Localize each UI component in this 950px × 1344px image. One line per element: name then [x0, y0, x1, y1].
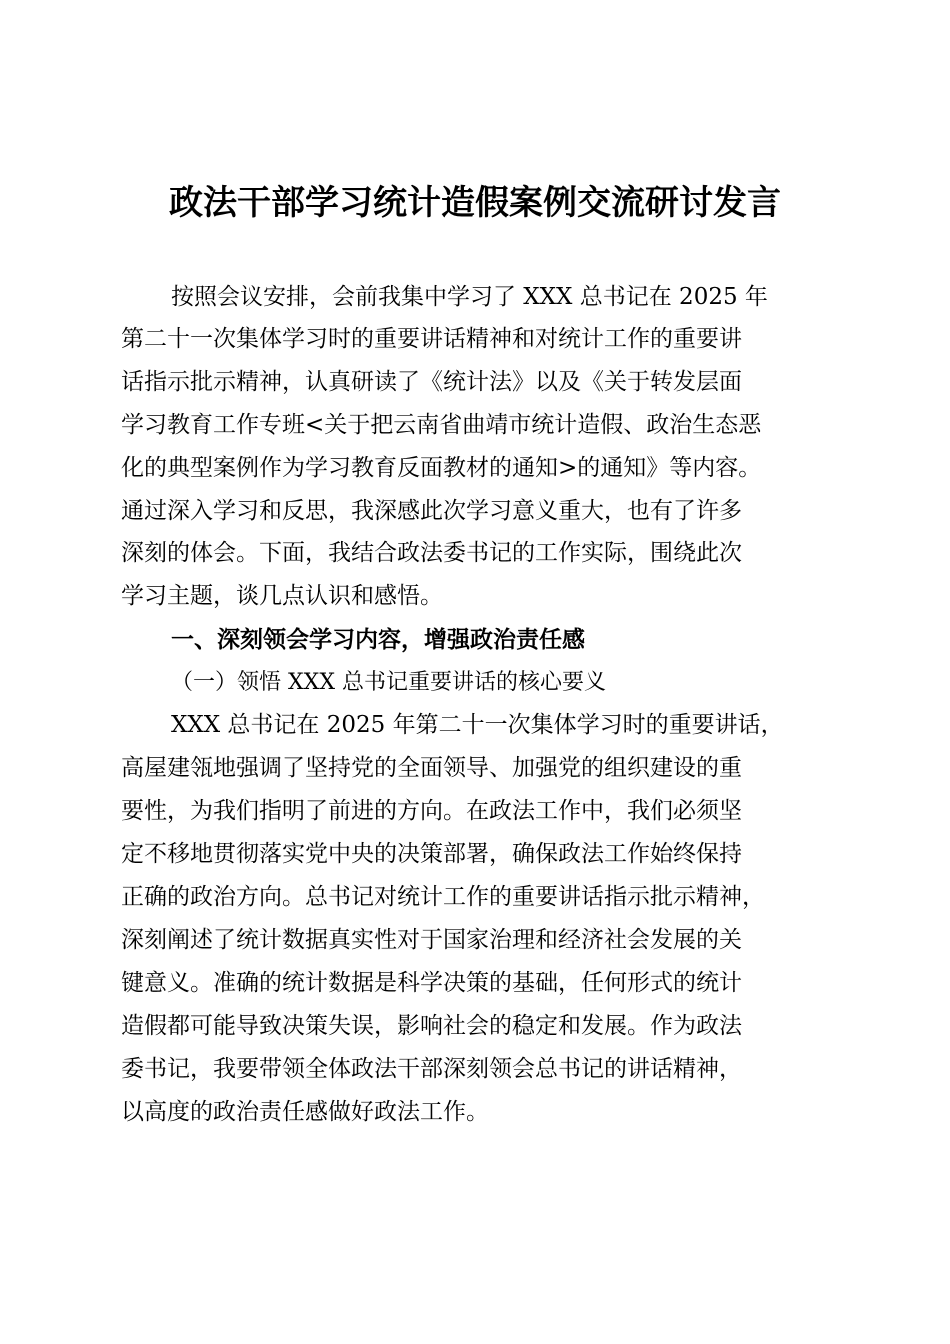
intro-line: 化的典型案例作为学习教育反面教材的通知>的通知》等内容。	[121, 455, 762, 481]
body-line: 委书记，我要带领全体政法干部深刻领会总书记的讲话精神，	[121, 1056, 742, 1082]
body-line: 要性，为我们指明了前进的方向。在政法工作中，我们必须坚	[121, 798, 742, 824]
body-line: 正确的政治方向。总书记对统计工作的重要讲话指示批示精神，	[121, 884, 765, 910]
body-line: XXX 总书记在 2025 年第二十一次集体学习时的重要讲话，	[171, 712, 784, 738]
intro-line: 通过深入学习和反思，我深感此次学习意义重大，也有了许多	[121, 498, 742, 524]
body-line: 键意义。准确的统计数据是科学决策的基础，任何形式的统计	[121, 970, 742, 996]
intro-line: 话指示批示精神，认真研读了《统计法》以及《关于转发层面	[121, 369, 742, 395]
intro-line: 第二十一次集体学习时的重要讲话精神和对统计工作的重要讲	[121, 326, 742, 352]
document-title: 政法干部学习统计造假案例交流研讨发言	[169, 183, 781, 223]
subsection-heading-1: （一）领悟 XXX 总书记重要讲话的核心要义	[171, 670, 606, 695]
body-line: 造假都可能导致决策失误，影响社会的稳定和发展。作为政法	[121, 1013, 742, 1039]
body-line: 定不移地贯彻落实党中央的决策部署，确保政法工作始终保持	[121, 841, 742, 867]
intro-line: 学习教育工作专班<关于把云南省曲靖市统计造假、政治生态恶	[121, 412, 762, 438]
intro-line: 学习主题，谈几点认识和感悟。	[121, 583, 443, 609]
body-line: 深刻阐述了统计数据真实性对于国家治理和经济社会发展的关	[121, 927, 742, 953]
body-line: 高屋建瓴地强调了坚持党的全面领导、加强党的组织建设的重	[121, 755, 742, 781]
section-heading-1: 一、深刻领会学习内容，增强政治责任感	[171, 627, 585, 653]
intro-line: 按照会议安排，会前我集中学习了 XXX 总书记在 2025 年	[171, 284, 768, 310]
intro-line: 深刻的体会。下面，我结合政法委书记的工作实际，围绕此次	[121, 540, 742, 566]
body-line: 以高度的政治责任感做好政法工作。	[121, 1099, 489, 1125]
